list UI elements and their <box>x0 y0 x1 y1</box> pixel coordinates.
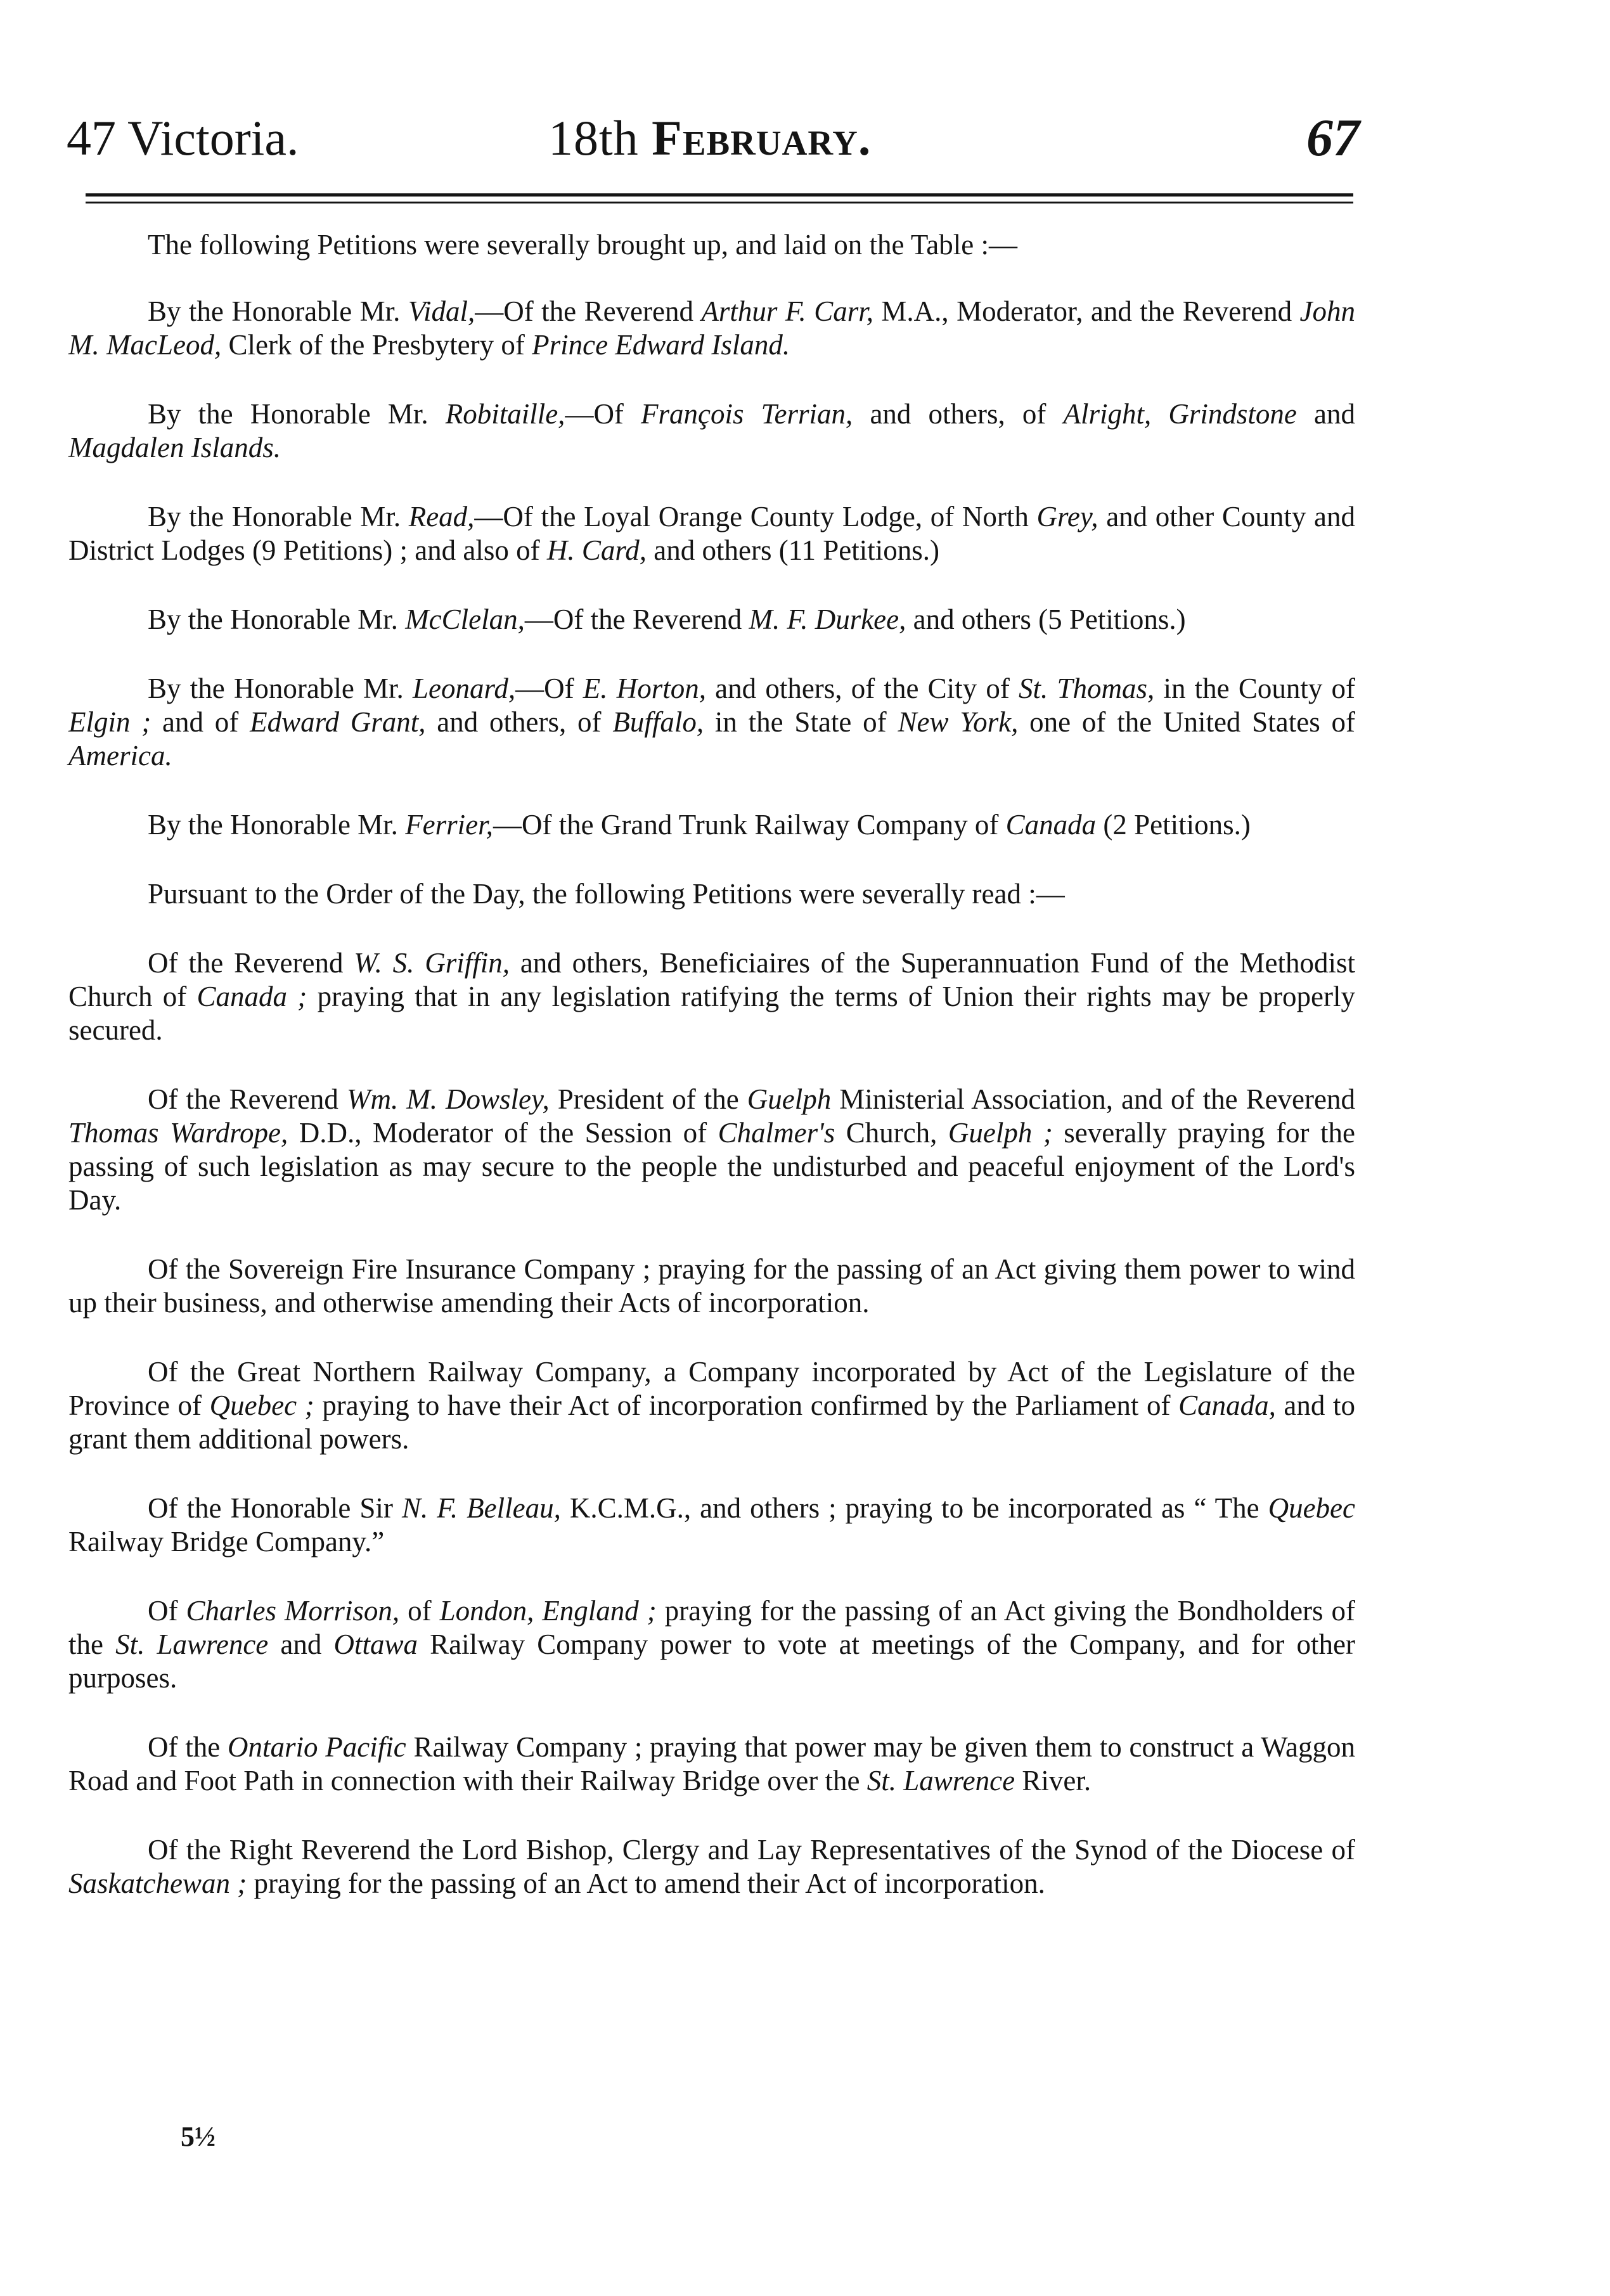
text-segment: By the Honorable Mr. <box>148 501 409 532</box>
italic-text: Guelph <box>747 1083 832 1115</box>
text-segment: and <box>268 1628 334 1660</box>
italic-text: Canada <box>1005 809 1097 841</box>
header-month: February. <box>652 110 872 165</box>
text-segment: in the State of <box>704 706 898 738</box>
header-date <box>548 106 871 170</box>
text-segment: Of the Reverend <box>148 1083 347 1115</box>
paragraph-morrison <box>68 1594 1355 1695</box>
italic-text: Edward Grant, <box>250 706 426 738</box>
text-segment: Of the Honorable Sir <box>148 1492 402 1524</box>
text-segment: praying that in any legislation ratifying the terms of Union their rights may be properly secured. <box>68 981 1356 1046</box>
italic-text: Leonard, <box>412 673 516 704</box>
text-segment: Church, <box>835 1117 948 1149</box>
text-segment: and of <box>151 706 250 738</box>
italic-text: Canada, <box>1178 1390 1276 1421</box>
text-segment: Railway Bridge Company.” <box>68 1526 385 1558</box>
header-rule-bottom <box>86 202 1353 203</box>
italic-text: M. F. Durkee, <box>749 603 906 635</box>
text-segment: —Of <box>565 398 641 430</box>
page-header <box>67 106 1372 183</box>
paragraph-griffin <box>68 946 1355 1047</box>
text-segment: By the Honorable Mr. <box>148 398 446 430</box>
paragraph-dowsley <box>68 1083 1355 1217</box>
text-segment: Clerk of the Presbytery of <box>221 329 532 361</box>
text-segment: Of the Right Reverend the Lord Bishop, Clergy and Lay Representatives of the Synod of the Diocese of <box>148 1834 1355 1866</box>
italic-text: H. Card, <box>546 534 647 566</box>
text-segment: By the Honorable Mr. <box>148 295 408 327</box>
italic-text: McClelan, <box>405 603 525 635</box>
text-segment: praying to have their Act of incorporation confirmed by the Parliament of <box>314 1390 1179 1421</box>
italic-text: Ontario Pacific <box>227 1731 406 1763</box>
signature-mark: 5½ <box>181 2121 216 2152</box>
italic-text: W. S. Griffin, <box>354 947 510 979</box>
text-segment: and others (11 Petitions.) <box>647 534 940 566</box>
italic-text: St. Lawrence <box>115 1628 269 1660</box>
italic-text: Saskatchewan ; <box>68 1867 247 1899</box>
text-segment: and <box>1296 398 1355 430</box>
text-segment: in the County of <box>1154 673 1356 704</box>
italic-text: London, England ; <box>439 1595 657 1627</box>
italic-text: Alright, Grindstone <box>1063 398 1297 430</box>
italic-text: Magdalen Islands. <box>68 432 281 463</box>
italic-text: Elgin ; <box>68 706 151 738</box>
text-segment: By the Honorable Mr. <box>148 603 406 635</box>
italic-text: Chalmer's <box>718 1117 835 1149</box>
text-segment: Ministerial Association, and of the Reverend <box>831 1083 1355 1115</box>
italic-text: St. Lawrence <box>866 1765 1015 1796</box>
paragraph-sovereign <box>68 1253 1355 1320</box>
petitions-body <box>68 228 1355 1936</box>
paragraph-mcclelan <box>68 603 1355 636</box>
text-segment: Of the Sovereign Fire Insurance Company ; praying for the passing of an Act giving them power to wind up their business, and otherwise amending their Acts of incorporation. <box>68 1253 1355 1319</box>
text-segment: K.C.M.G., and others ; praying to be incorporated as “ The <box>560 1492 1268 1524</box>
header-day: 18th <box>548 110 639 165</box>
italic-text: Ferrier, <box>405 809 493 841</box>
text-segment: and others, of <box>425 706 613 738</box>
paragraph-great-northern <box>68 1355 1355 1456</box>
italic-text: America. <box>68 740 172 771</box>
text-segment: Pursuant to the Order of the Day, the following Petitions were severally read :— <box>148 878 1065 910</box>
italic-text: N. F. Belleau, <box>401 1492 561 1524</box>
italic-text: François Terrian, <box>641 398 853 430</box>
text-segment: —Of <box>515 673 583 704</box>
italic-text: Buffalo, <box>612 706 704 738</box>
text-segment: President of the <box>549 1083 747 1115</box>
text-segment: By the Honorable Mr. <box>148 809 406 841</box>
paragraph-read <box>68 500 1355 567</box>
paragraph-pursuant <box>68 877 1355 911</box>
paragraph-robitaille <box>68 397 1355 465</box>
text-segment: Railway Company power to vote at meetings of the Company, and for other purposes. <box>68 1628 1355 1694</box>
italic-text: Wm. M. Dowsley, <box>346 1083 550 1115</box>
italic-text: Canada ; <box>196 981 307 1012</box>
paragraph-leonard <box>68 672 1355 773</box>
text-segment: By the Honorable Mr. <box>148 673 413 704</box>
text-segment: and others, of the City of <box>705 673 1019 704</box>
italic-text: Thomas Wardrope, <box>68 1117 288 1149</box>
paragraph-intro <box>68 228 1355 262</box>
text-segment: and others, Beneficiaires of the Superannuation Fund of the Methodist Church of <box>68 947 1355 1012</box>
italic-text: Arthur F. Carr, <box>701 295 873 327</box>
text-segment: D.D., Moderator of the Session of <box>288 1117 718 1149</box>
text-segment: Of the <box>148 1731 228 1763</box>
paragraph-belleau <box>68 1492 1355 1559</box>
text-segment: Railway Company ; praying that power may be given them to construct a Waggon Road and Foot Path in connection with their Railway Bridge over the <box>68 1731 1355 1796</box>
italic-text: John M. MacLeod, <box>68 295 1355 361</box>
italic-text: Vidal, <box>408 295 475 327</box>
text-segment: praying for the passing of an Act to amend their Act of incorporation. <box>247 1867 1045 1899</box>
text-segment: M.A., Moderator, and the Reverend <box>873 295 1300 327</box>
text-segment: River. <box>1015 1765 1092 1796</box>
text-segment: Of the Great Northern Railway Company, a Company incorporated by Act of the Legislature of the Province of <box>68 1356 1355 1421</box>
italic-text: Quebec <box>1268 1492 1355 1524</box>
text-segment: and others (5 Petitions.) <box>906 603 1186 635</box>
header-regnal-year: 47 Victoria. <box>67 110 299 165</box>
text-segment: praying for the passing of an Act giving the Bondholders of the <box>68 1595 1355 1660</box>
italic-text: E. Horton, <box>583 673 706 704</box>
italic-text: Read, <box>408 501 475 532</box>
italic-text: Charles Morrison, <box>186 1595 400 1627</box>
text-segment: one of the United States of <box>1018 706 1355 738</box>
paragraph-ontario-pacific <box>68 1731 1355 1798</box>
italic-text: Guelph ; <box>948 1117 1053 1149</box>
text-segment: —Of the Grand Trunk Railway Company of <box>493 809 1006 841</box>
page-number: 67 <box>1306 108 1360 167</box>
text-segment: Of <box>148 1595 186 1627</box>
header-rule-top <box>86 193 1353 197</box>
italic-text: Prince Edward Island. <box>532 329 790 361</box>
text-segment: and to grant them additional powers. <box>68 1390 1356 1455</box>
italic-text: Robitaille, <box>445 398 565 430</box>
text-segment: Of the Reverend <box>148 947 354 979</box>
text-segment: and others, of <box>853 398 1064 430</box>
italic-text: Grey, <box>1036 501 1098 532</box>
text-segment: (2 Petitions.) <box>1096 809 1251 841</box>
paragraph-saskatchewan <box>68 1833 1355 1900</box>
text-segment: —Of the Reverend <box>475 295 702 327</box>
italic-text: Ottawa <box>333 1628 418 1660</box>
paragraph-ferrier <box>68 808 1355 842</box>
text-segment: —Of the Reverend <box>524 603 749 635</box>
text-segment: —Of the Loyal Orange County Lodge, of North <box>474 501 1037 532</box>
text-segment: of <box>399 1595 440 1627</box>
italic-text: New York, <box>898 706 1019 738</box>
paragraph-vidal <box>68 295 1355 362</box>
italic-text: St. Thomas, <box>1019 673 1155 704</box>
italic-text: Quebec ; <box>209 1390 314 1421</box>
text-segment: The following Petitions were severally brought up, and laid on the Table :— <box>148 229 1017 261</box>
text-segment: and other County and District Lodges (9 Petitions) ; and also of <box>68 501 1355 566</box>
text-segment: severally praying for the passing of such legislation as may secure to the people the undisturbed and peaceful enjoyment of the Lord's Day. <box>68 1117 1355 1216</box>
